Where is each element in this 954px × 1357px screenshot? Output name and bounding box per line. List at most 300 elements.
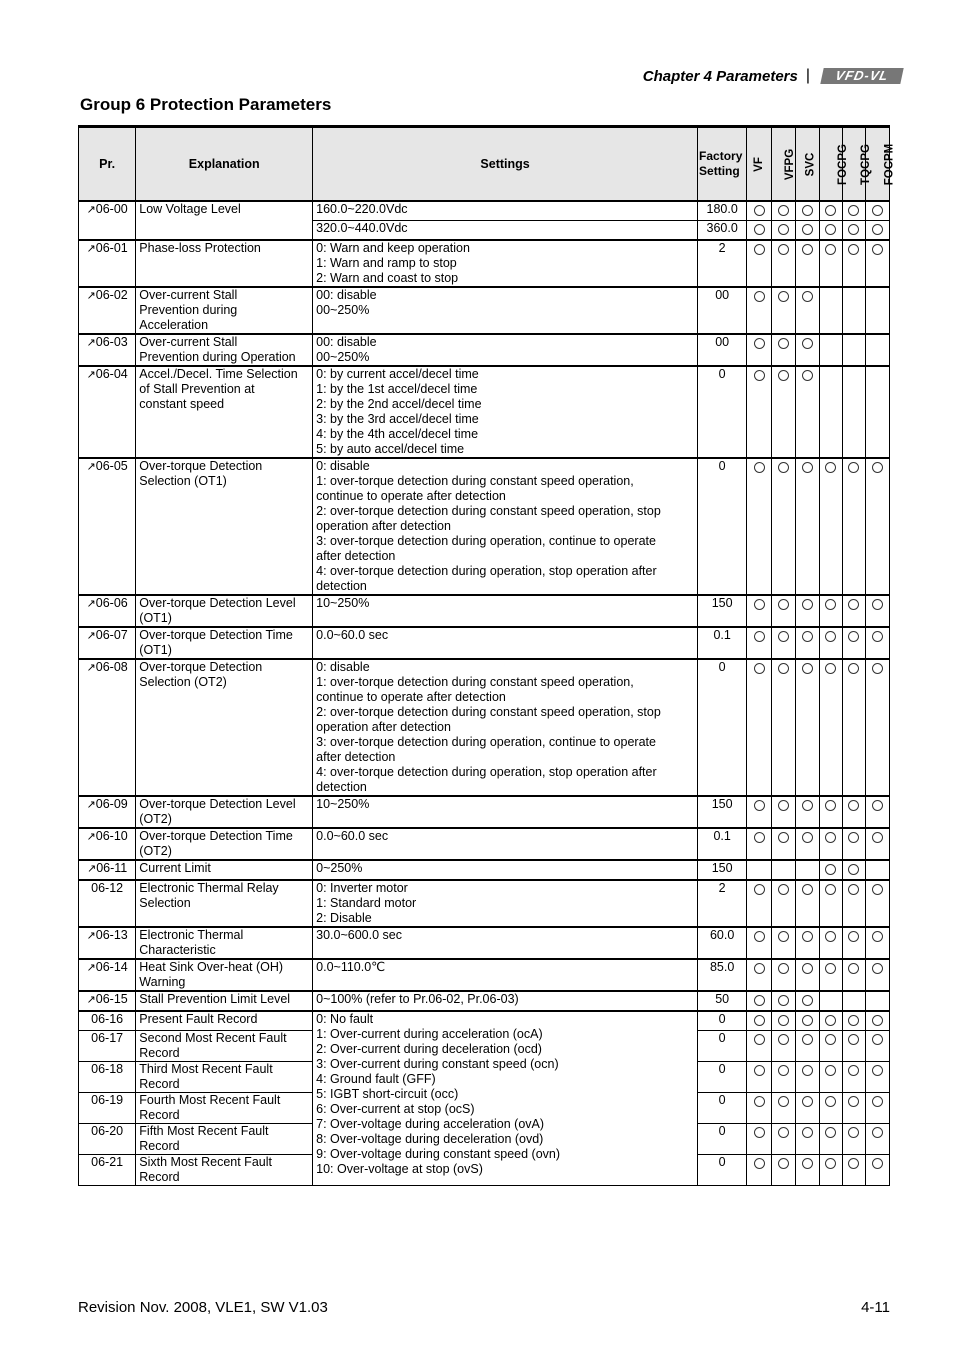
supported-mode-circle-icon <box>825 1158 836 1169</box>
footer-page-number: 4-11 <box>861 1299 890 1316</box>
mode-cell-focpg <box>819 1155 842 1186</box>
supported-mode-circle-icon <box>848 1127 859 1138</box>
mode-cell-focpg <box>819 366 842 458</box>
supported-mode-circle-icon <box>754 995 765 1006</box>
supported-mode-circle-icon <box>872 205 883 216</box>
parameter-number <box>79 458 136 595</box>
supported-mode-circle-icon <box>825 884 836 895</box>
parameter-settings: 00: disable 00~250% <box>313 287 698 334</box>
mode-cell-vfpg <box>772 201 796 221</box>
table-row <box>79 828 890 860</box>
table-row <box>79 880 890 927</box>
supported-mode-circle-icon <box>872 963 883 974</box>
mode-cell-tqcpg <box>842 287 865 334</box>
mode-cell-vfpg <box>772 796 796 828</box>
mode-cell-focpm <box>865 927 889 959</box>
supported-mode-circle-icon <box>802 800 813 811</box>
mode-cell-vfpg <box>772 1031 796 1062</box>
mode-cell-vf <box>747 860 772 880</box>
supported-mode-circle-icon <box>754 1158 765 1169</box>
supported-mode-circle-icon <box>848 864 859 875</box>
factory-setting: 0 <box>698 659 747 796</box>
supported-mode-circle-icon <box>848 663 859 674</box>
parameter-settings: 0: by current accel/decel time 1: by the 1st accel/decel time 2: by the 2nd accel/decel time 3: by the 3rd accel/decel time 4: by the 4th accel/decel time 5: by auto accel/decel time <box>313 366 698 458</box>
mode-cell-svc <box>796 796 819 828</box>
supported-mode-circle-icon <box>825 963 836 974</box>
supported-mode-circle-icon <box>778 244 789 255</box>
supported-mode-circle-icon <box>872 1065 883 1076</box>
supported-mode-circle-icon <box>825 663 836 674</box>
table-row <box>79 860 890 880</box>
supported-mode-circle-icon <box>848 832 859 843</box>
mode-cell-vfpg <box>772 221 796 241</box>
supported-mode-circle-icon <box>802 1127 813 1138</box>
col-mode-vfpg: VFPG <box>772 127 796 202</box>
factory-setting: 180.0 <box>698 201 747 221</box>
factory-setting: 00 <box>698 334 747 366</box>
parameter-settings: 0~100% (refer to Pr.06-02, Pr.06-03) <box>313 991 698 1011</box>
supported-mode-circle-icon <box>754 884 765 895</box>
run-editable-icon: ↗ <box>86 461 96 473</box>
supported-mode-circle-icon <box>802 1065 813 1076</box>
table-row <box>79 659 890 796</box>
mode-cell-vf <box>747 959 772 991</box>
mode-cell-focpm <box>865 201 889 221</box>
supported-mode-circle-icon <box>825 205 836 216</box>
col-mode-focpg: FOCPG <box>819 127 842 202</box>
parameter-number <box>79 959 136 991</box>
parameter-number <box>79 627 136 659</box>
parameter-explanation: Electronic Thermal Characteristic <box>136 927 313 959</box>
supported-mode-circle-icon <box>848 1096 859 1107</box>
run-editable-icon: ↗ <box>86 831 96 843</box>
factory-setting: 0 <box>698 1124 747 1155</box>
mode-cell-vfpg <box>772 1011 796 1031</box>
supported-mode-circle-icon <box>802 224 813 235</box>
supported-mode-circle-icon <box>848 224 859 235</box>
mode-cell-tqcpg <box>842 927 865 959</box>
supported-mode-circle-icon <box>848 931 859 942</box>
mode-cell-svc <box>796 659 819 796</box>
supported-mode-circle-icon <box>802 1034 813 1045</box>
mode-cell-svc <box>796 1062 819 1093</box>
parameter-code: 06-13 <box>95 928 128 942</box>
supported-mode-circle-icon <box>778 370 789 381</box>
mode-cell-focpg <box>819 860 842 880</box>
mode-cell-tqcpg <box>842 334 865 366</box>
parameter-code: 06-12 <box>91 881 124 895</box>
mode-cell-vfpg <box>772 595 796 627</box>
mode-cell-vf <box>747 627 772 659</box>
supported-mode-circle-icon <box>848 1158 859 1169</box>
mode-cell-focpg <box>819 927 842 959</box>
supported-mode-circle-icon <box>778 1127 789 1138</box>
run-editable-icon: ↗ <box>86 290 96 302</box>
supported-mode-circle-icon <box>825 1015 836 1026</box>
supported-mode-circle-icon <box>848 599 859 610</box>
mode-cell-vf <box>747 1093 772 1124</box>
run-editable-icon: ↗ <box>86 962 96 974</box>
factory-setting: 0 <box>698 366 747 458</box>
chapter-title: Chapter 4 Parameters <box>642 67 798 85</box>
mode-cell-focpg <box>819 796 842 828</box>
parameter-code: 06-16 <box>79 1011 136 1031</box>
supported-mode-circle-icon <box>825 1065 836 1076</box>
col-mode-vf: VF <box>747 127 772 202</box>
supported-mode-circle-icon <box>825 631 836 642</box>
factory-setting: 60.0 <box>698 927 747 959</box>
mode-cell-tqcpg <box>842 796 865 828</box>
mode-cell-vf <box>747 334 772 366</box>
mode-cell-focpm <box>865 796 889 828</box>
mode-cell-tqcpg <box>842 458 865 595</box>
supported-mode-circle-icon <box>802 244 813 255</box>
factory-setting: 150 <box>698 860 747 880</box>
run-editable-icon: ↗ <box>86 799 96 811</box>
supported-mode-circle-icon <box>754 1065 765 1076</box>
parameter-settings: 0~250% <box>313 860 698 880</box>
supported-mode-circle-icon <box>872 1015 883 1026</box>
mode-cell-focpm <box>865 860 889 880</box>
factory-setting: 150 <box>698 796 747 828</box>
group-title: Group 6 Protection Parameters <box>80 95 332 114</box>
supported-mode-circle-icon <box>754 244 765 255</box>
mode-cell-tqcpg <box>842 627 865 659</box>
mode-cell-svc <box>796 1011 819 1031</box>
supported-mode-circle-icon <box>848 800 859 811</box>
mode-cell-focpm <box>865 287 889 334</box>
supported-mode-circle-icon <box>848 1034 859 1045</box>
mode-cell-tqcpg <box>842 1062 865 1093</box>
table-row <box>79 240 890 287</box>
factory-setting: 0.1 <box>698 627 747 659</box>
parameter-explanation: Over-torque Detection Time (OT1) <box>136 627 313 659</box>
mode-cell-tqcpg <box>842 240 865 287</box>
mode-cell-tqcpg <box>842 959 865 991</box>
parameter-number <box>79 201 136 240</box>
mode-cell-focpm <box>865 240 889 287</box>
mode-cell-focpm <box>865 221 889 241</box>
mode-cell-vf <box>747 659 772 796</box>
mode-cell-focpg <box>819 1031 842 1062</box>
brand-logo: VFD-VL <box>820 68 903 84</box>
mode-cell-vf <box>747 828 772 860</box>
mode-cell-tqcpg <box>842 595 865 627</box>
supported-mode-circle-icon <box>848 1065 859 1076</box>
parameter-explanation: Present Fault Record <box>136 1011 313 1031</box>
supported-mode-circle-icon <box>872 832 883 843</box>
mode-cell-focpm <box>865 334 889 366</box>
col-mode-focpm: FOCPM <box>865 127 889 202</box>
parameter-explanation: Over-current Stall Prevention during Operation <box>136 334 313 366</box>
table-row <box>79 201 890 221</box>
mode-cell-focpm <box>865 366 889 458</box>
supported-mode-circle-icon <box>778 291 789 302</box>
parameter-number <box>79 287 136 334</box>
factory-setting: 150 <box>698 595 747 627</box>
supported-mode-circle-icon <box>802 884 813 895</box>
col-mode-tqcpg: TQCPG <box>842 127 865 202</box>
supported-mode-circle-icon <box>754 832 765 843</box>
parameter-number <box>79 860 136 880</box>
col-settings: Settings <box>313 127 698 202</box>
mode-cell-tqcpg <box>842 1124 865 1155</box>
mode-cell-vfpg <box>772 1155 796 1186</box>
parameter-code: 06-03 <box>95 335 128 349</box>
run-editable-icon: ↗ <box>86 630 96 642</box>
factory-setting: 0 <box>698 1011 747 1031</box>
mode-cell-focpg <box>819 458 842 595</box>
supported-mode-circle-icon <box>848 631 859 642</box>
parameter-explanation: Current Limit <box>136 860 313 880</box>
mode-cell-focpg <box>819 1062 842 1093</box>
factory-setting: 0 <box>698 1062 747 1093</box>
mode-cell-svc <box>796 334 819 366</box>
supported-mode-circle-icon <box>754 963 765 974</box>
supported-mode-circle-icon <box>778 1065 789 1076</box>
parameter-number <box>79 880 136 927</box>
parameter-code: 06-00 <box>95 202 128 216</box>
mode-cell-focpg <box>819 221 842 241</box>
table-row <box>79 1011 890 1031</box>
mode-cell-focpg <box>819 201 842 221</box>
mode-cell-focpg <box>819 1124 842 1155</box>
mode-cell-tqcpg <box>842 991 865 1011</box>
table-header-row <box>79 127 890 202</box>
supported-mode-circle-icon <box>778 995 789 1006</box>
supported-mode-circle-icon <box>778 599 789 610</box>
supported-mode-circle-icon <box>778 800 789 811</box>
parameter-explanation: Over-torque Detection Selection (OT2) <box>136 659 313 796</box>
parameter-settings: 0.0~110.0℃ <box>313 959 698 991</box>
supported-mode-circle-icon <box>802 1096 813 1107</box>
parameter-settings: 0: Inverter motor 1: Standard motor 2: Disable <box>313 880 698 927</box>
supported-mode-circle-icon <box>754 599 765 610</box>
supported-mode-circle-icon <box>825 599 836 610</box>
mode-cell-svc <box>796 991 819 1011</box>
mode-cell-vfpg <box>772 880 796 927</box>
parameter-settings: 10~250% <box>313 595 698 627</box>
mode-cell-focpm <box>865 458 889 595</box>
supported-mode-circle-icon <box>872 599 883 610</box>
supported-mode-circle-icon <box>872 1158 883 1169</box>
mode-cell-focpm <box>865 1011 889 1031</box>
mode-cell-vf <box>747 796 772 828</box>
supported-mode-circle-icon <box>802 963 813 974</box>
parameter-settings: 160.0~220.0Vdc <box>313 201 698 221</box>
mode-cell-focpg <box>819 991 842 1011</box>
factory-setting: 360.0 <box>698 221 747 241</box>
mode-cell-svc <box>796 595 819 627</box>
mode-cell-vf <box>747 221 772 241</box>
supported-mode-circle-icon <box>802 338 813 349</box>
supported-mode-circle-icon <box>848 884 859 895</box>
parameter-code: 06-21 <box>79 1155 136 1186</box>
col-mode-svc: SVC <box>796 127 819 202</box>
table-row <box>79 959 890 991</box>
supported-mode-circle-icon <box>754 631 765 642</box>
supported-mode-circle-icon <box>872 800 883 811</box>
mode-cell-focpm <box>865 1155 889 1186</box>
mode-cell-vfpg <box>772 927 796 959</box>
mode-cell-vfpg <box>772 334 796 366</box>
col-pr: Pr. <box>79 127 136 202</box>
mode-cell-tqcpg <box>842 366 865 458</box>
parameter-code: 06-15 <box>95 992 128 1006</box>
mode-cell-svc <box>796 366 819 458</box>
parameter-settings: 0: disable 1: over-torque detection during constant speed operation, continue to operate after detection 2: over-torque detection during constant speed operation, stop operation after detection 3: over-torque detection during operation, continue to operate after detection 4: over-torque detection during operation, stop operation after detection <box>313 458 698 595</box>
parameter-code: 06-18 <box>79 1062 136 1093</box>
parameter-code: 06-01 <box>95 241 128 255</box>
supported-mode-circle-icon <box>825 462 836 473</box>
supported-mode-circle-icon <box>778 963 789 974</box>
parameter-explanation: Over-current Stall Prevention during Acceleration <box>136 287 313 334</box>
parameter-settings: 0.0~60.0 sec <box>313 828 698 860</box>
parameter-code: 06-10 <box>95 829 128 843</box>
factory-setting: 2 <box>698 880 747 927</box>
mode-cell-focpg <box>819 1093 842 1124</box>
mode-cell-focpm <box>865 959 889 991</box>
supported-mode-circle-icon <box>802 462 813 473</box>
parameter-table <box>78 125 896 1186</box>
mode-cell-vfpg <box>772 659 796 796</box>
supported-mode-circle-icon <box>778 884 789 895</box>
mode-cell-tqcpg <box>842 860 865 880</box>
col-explanation: Explanation <box>136 127 313 202</box>
supported-mode-circle-icon <box>754 1034 765 1045</box>
supported-mode-circle-icon <box>802 370 813 381</box>
parameter-code: 06-07 <box>95 628 128 642</box>
supported-mode-circle-icon <box>802 832 813 843</box>
mode-cell-vf <box>747 1124 772 1155</box>
table-row <box>79 287 890 334</box>
mode-cell-vf <box>747 1155 772 1186</box>
mode-cell-tqcpg <box>842 201 865 221</box>
run-editable-icon: ↗ <box>86 204 96 216</box>
mode-cell-svc <box>796 627 819 659</box>
mode-cell-focpg <box>819 880 842 927</box>
mode-cell-vfpg <box>772 959 796 991</box>
mode-cell-vf <box>747 1011 772 1031</box>
mode-cell-vfpg <box>772 458 796 595</box>
header-separator: | <box>805 67 810 84</box>
mode-cell-focpm <box>865 828 889 860</box>
mode-cell-vf <box>747 366 772 458</box>
supported-mode-circle-icon <box>825 800 836 811</box>
mode-cell-svc <box>796 828 819 860</box>
run-editable-icon: ↗ <box>86 930 96 942</box>
mode-cell-tqcpg <box>842 221 865 241</box>
factory-setting: 85.0 <box>698 959 747 991</box>
factory-setting: 50 <box>698 991 747 1011</box>
supported-mode-circle-icon <box>825 224 836 235</box>
mode-cell-focpg <box>819 240 842 287</box>
mode-cell-vfpg <box>772 860 796 880</box>
mode-cell-vf <box>747 240 772 287</box>
mode-cell-tqcpg <box>842 828 865 860</box>
table-row <box>79 927 890 959</box>
factory-setting: 00 <box>698 287 747 334</box>
parameter-code: 06-08 <box>95 660 128 674</box>
supported-mode-circle-icon <box>825 1034 836 1045</box>
supported-mode-circle-icon <box>754 205 765 216</box>
parameter-settings: 0: No fault 1: Over-current during acceleration (ocA) 2: Over-current during deceleration (ocd) 3: Over-current during constant speed (ocn) 4: Ground fault (GFF) 5: IGBT short-circuit (occ) 6: Over-current at stop (ocS) 7: Over-voltage during acceleration (ovA) 8: Over-voltage during deceleration (ovd) 9: Over-voltage during constant speed (ovn) 10: Over-voltage at stop (ovS) <box>313 1011 698 1186</box>
mode-cell-svc <box>796 959 819 991</box>
run-editable-icon: ↗ <box>86 598 96 610</box>
mode-cell-vf <box>747 1062 772 1093</box>
supported-mode-circle-icon <box>872 1096 883 1107</box>
mode-cell-svc <box>796 927 819 959</box>
supported-mode-circle-icon <box>825 832 836 843</box>
supported-mode-circle-icon <box>754 800 765 811</box>
parameter-code: 06-20 <box>79 1124 136 1155</box>
parameter-code: 06-06 <box>95 596 128 610</box>
table-row <box>79 334 890 366</box>
run-editable-icon: ↗ <box>86 243 96 255</box>
mode-cell-vfpg <box>772 991 796 1011</box>
mode-cell-tqcpg <box>842 1155 865 1186</box>
supported-mode-circle-icon <box>754 338 765 349</box>
mode-cell-svc <box>796 1124 819 1155</box>
table-row <box>79 796 890 828</box>
mode-cell-vf <box>747 595 772 627</box>
mode-cell-vfpg <box>772 627 796 659</box>
mode-cell-tqcpg <box>842 1031 865 1062</box>
mode-cell-vfpg <box>772 1124 796 1155</box>
parameter-explanation: Stall Prevention Limit Level <box>136 991 313 1011</box>
supported-mode-circle-icon <box>778 224 789 235</box>
parameter-explanation: Electronic Thermal Relay Selection <box>136 880 313 927</box>
supported-mode-circle-icon <box>825 1096 836 1107</box>
parameter-number <box>79 796 136 828</box>
supported-mode-circle-icon <box>778 1158 789 1169</box>
mode-cell-focpg <box>819 828 842 860</box>
mode-cell-svc <box>796 201 819 221</box>
parameter-settings: 0: disable 1: over-torque detection during constant speed operation, continue to operate after detection 2: over-torque detection during constant speed operation, stop operation after detection 3: over-torque detection during operation, continue to operate after detection 4: over-torque detection during operation, stop operation after detection <box>313 659 698 796</box>
supported-mode-circle-icon <box>848 244 859 255</box>
mode-cell-focpm <box>865 659 889 796</box>
parameter-settings: 320.0~440.0Vdc <box>313 221 698 241</box>
parameter-number <box>79 595 136 627</box>
mode-cell-focpg <box>819 959 842 991</box>
supported-mode-circle-icon <box>778 832 789 843</box>
parameter-number <box>79 334 136 366</box>
footer-revision: Revision Nov. 2008, VLE1, SW V1.03 <box>78 1299 328 1316</box>
parameter-number <box>79 659 136 796</box>
supported-mode-circle-icon <box>802 599 813 610</box>
supported-mode-circle-icon <box>802 995 813 1006</box>
parameter-settings: 0.0~60.0 sec <box>313 627 698 659</box>
mode-cell-vf <box>747 1031 772 1062</box>
supported-mode-circle-icon <box>754 462 765 473</box>
mode-cell-vfpg <box>772 287 796 334</box>
supported-mode-circle-icon <box>754 224 765 235</box>
table-row <box>79 458 890 595</box>
parameter-explanation: Sixth Most Recent Fault Record <box>136 1155 313 1186</box>
parameter-code: 06-19 <box>79 1093 136 1124</box>
mode-cell-focpm <box>865 627 889 659</box>
mode-cell-svc <box>796 860 819 880</box>
mode-cell-svc <box>796 1155 819 1186</box>
mode-cell-focpg <box>819 659 842 796</box>
supported-mode-circle-icon <box>825 1127 836 1138</box>
mode-cell-vfpg <box>772 1093 796 1124</box>
parameter-number <box>79 240 136 287</box>
supported-mode-circle-icon <box>872 244 883 255</box>
parameter-explanation: Phase-loss Protection <box>136 240 313 287</box>
parameter-code: 06-02 <box>95 288 128 302</box>
supported-mode-circle-icon <box>778 462 789 473</box>
